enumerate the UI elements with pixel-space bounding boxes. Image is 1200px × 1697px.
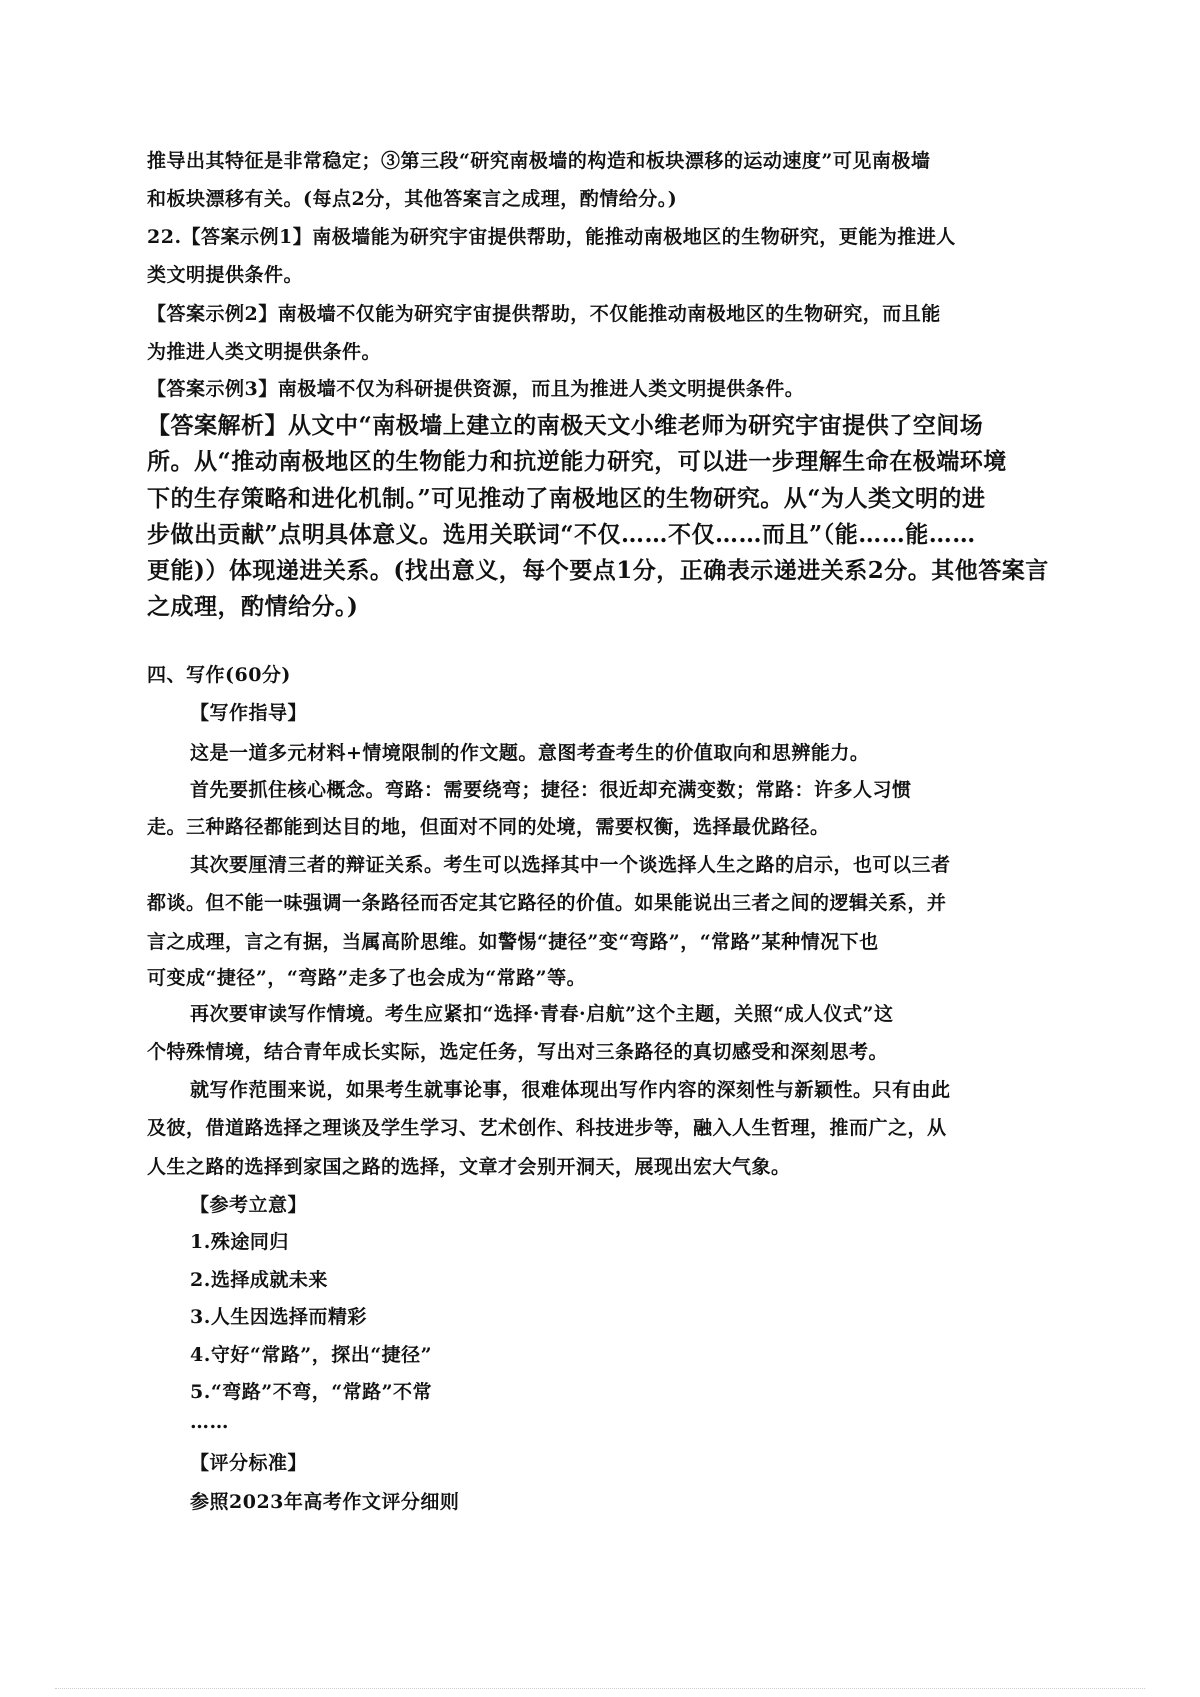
answer-22-example2-line-1: 【答案示例2】南极墙不仅能为研究宇宙提供帮助，不仅能推动南极地区的生物研究，而且能 — [147, 303, 941, 325]
answer-22-analysis-line-2: 所。从“推动南极地区的生物能力和抗逆能力研究，可以进一步理解生命在极端环境 — [147, 448, 1007, 475]
answer-22-example1-line-1: 22.【答案示例1】南极墙能为研究宇宙提供帮助，能推动南极地区的生物研究，更能为推进人 — [147, 226, 956, 248]
reference-item-ellipsis: …… — [190, 1411, 229, 1433]
answer-22-example2-line-2: 为推进人类文明提供条件。 — [147, 341, 382, 363]
reference-item-3: 3.人生因选择而精彩 — [190, 1306, 367, 1328]
guide-paragraph-1: 这是一道多元材料+情境限制的作文题。意图考查考生的价值取向和思辨能力。 — [190, 742, 870, 764]
answer-22-analysis-line-3: 下的生存策略和进化机制。”可见推动了南极地区的生物研究。从“为人类文明的进 — [147, 485, 986, 512]
guide-paragraph-5-line-2: 及彼，借道路选择之理谈及学生学习、艺术创作、科技进步等，融入人生哲理，推而广之，从 — [147, 1117, 947, 1139]
guide-paragraph-5-line-3: 人生之路的选择到家国之路的选择，文章才会别开洞天，展现出宏大气象。 — [147, 1156, 791, 1178]
answer-21-line-1: 推导出其特征是非常稳定；③第三段“研究南极墙的构造和板块漂移的运动速度”可见南极墙 — [147, 150, 931, 172]
scan-edge-dots — [55, 1688, 1145, 1689]
answer-22-analysis-line-1: 【答案解析】从文中“南极墙上建立的南极天文小维老师为研究宇宙提供了空间场 — [147, 412, 984, 439]
answer-22-example1-line-2: 类文明提供条件。 — [147, 264, 304, 286]
answer-22-analysis-line-6: 之成理，酌情给分。) — [147, 593, 359, 620]
section-heading-writing: 四、写作(60分) — [147, 664, 291, 686]
guide-paragraph-2-line-2: 走。三种路径都能到达目的地，但面对不同的处境，需要权衡，选择最优路径。 — [147, 816, 830, 838]
scoring-heading: 【评分标准】 — [190, 1452, 308, 1474]
guide-paragraph-3-line-2: 都谈。但不能一味强调一条路径而否定其它路径的价值。如果能说出三者之间的逻辑关系，并 — [147, 892, 947, 914]
scoring-text: 参照2023年高考作文评分细则 — [190, 1491, 460, 1513]
reference-item-5: 5.“弯路”不弯，“常路”不常 — [190, 1381, 433, 1403]
answer-21-line-2: 和板块漂移有关。(每点2分，其他答案言之成理，酌情给分。) — [147, 188, 678, 210]
guide-paragraph-3-line-1: 其次要厘清三者的辩证关系。考生可以选择其中一个谈选择人生之路的启示，也可以三者 — [190, 854, 951, 876]
reference-item-2: 2.选择成就未来 — [190, 1269, 328, 1291]
writing-guide-heading: 【写作指导】 — [190, 702, 308, 724]
answer-22-analysis-line-4: 步做出贡献”点明具体意义。选用关联词“不仅……不仅……而且”（能……能…… — [147, 521, 976, 548]
guide-paragraph-4-line-1: 再次要审读写作情境。考生应紧扣“选择·青春·启航”这个主题，关照“成人仪式”这 — [190, 1003, 894, 1025]
guide-paragraph-2-line-1: 首先要抓住核心概念。弯路：需要绕弯；捷径：很近却充满变数；常路：许多人习惯 — [190, 779, 912, 801]
reference-item-1: 1.殊途同归 — [190, 1231, 289, 1253]
answer-22-example3: 【答案示例3】南极墙不仅为科研提供资源，而且为推进人类文明提供条件。 — [147, 378, 805, 400]
answer-22-analysis-line-5: 更能)）体现递进关系。(找出意义，每个要点1分，正确表示递进关系2分。其他答案言 — [147, 557, 1049, 584]
guide-paragraph-3-line-4: 可变成“捷径”，“弯路”走多了也会成为“常路”等。 — [147, 967, 587, 989]
reference-heading: 【参考立意】 — [190, 1194, 308, 1216]
guide-paragraph-4-line-2: 个特殊情境，结合青年成长实际，选定任务，写出对三条路径的真切感受和深刻思考。 — [147, 1041, 889, 1063]
guide-paragraph-5-line-1: 就写作范围来说，如果考生就事论事，很难体现出写作内容的深刻性与新颖性。只有由此 — [190, 1079, 951, 1101]
reference-item-4: 4.守好“常路”，探出“捷径” — [190, 1344, 433, 1366]
guide-paragraph-3-line-3: 言之成理，言之有据，当属高阶思维。如警惕“捷径”变“弯路”，“常路”某种情况下也 — [147, 931, 879, 953]
